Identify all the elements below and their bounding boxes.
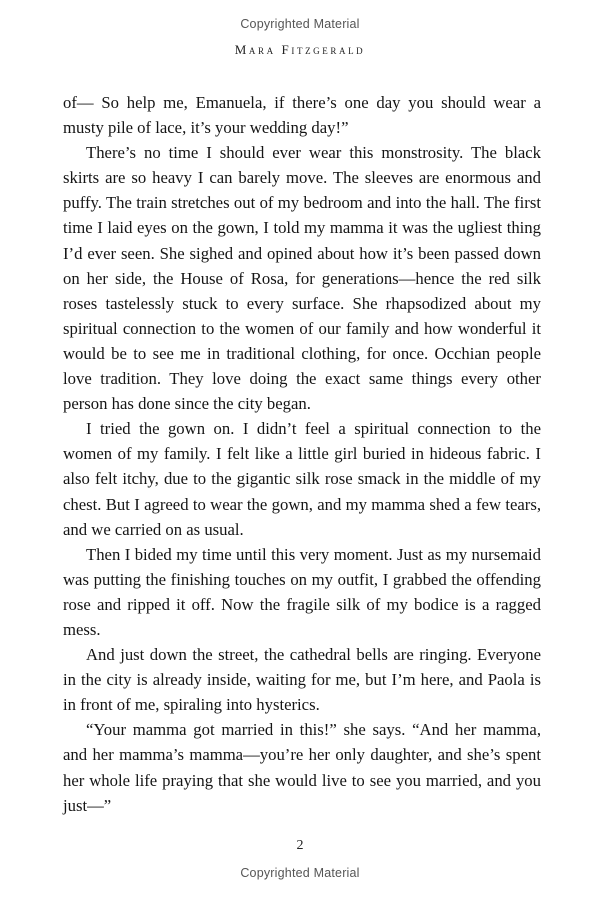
paragraph-4: Then I bided my time until this very moment. Just as my nursemaid was putting the finishing touches on my outfit, I grabbed the offending rose and ripped it off. Now the fragile silk of my bodice is a ragged mess. [63,544,541,639]
paragraph-5: And just down the street, the cathedral bells are ringing. Everyone in the city is already inside, waiting for me, but I’m here, and Paola is in front of me, spiraling into hysterics. [63,645,541,715]
copyright-watermark-bottom: Copyrighted Material [240,866,360,880]
page-number: 2 [296,838,304,853]
page-body [63,90,541,818]
running-head-author: Mara Fitzgerald [234,42,366,57]
paragraph-3: I tried the gown on. I didn’t feel a spiritual connection to the women of my family. I felt like a little girl buried in hideous fabric. I also felt itchy, due to the gigantic silk rose smack in the middle of my chest. But I agreed to wear the gown, and my mamma shed a few tears, and we carried on as usual. [63,419,541,539]
paragraph-2: There’s no time I should ever wear this monstrosity. The black skirts are so heavy I can barely move. The sleeves are enormous and puffy. The train stretches out of my bedroom and into the hall. The first time I laid eyes on the gown, I told my mamma it was the ugliest thing I’d ever seen. She sighed and opined about how it’s been passed down on her side, the House of Rosa, for generations—hence the red silk roses tastelessly stuck to every surface. She rhapsodized about my spiritual connection to the women of our family and how wonderful it would be to see me in traditional clothing, for once. Occhian people love tradition. They love doing the exact same things every other person has done since the city began. [63,143,541,414]
copyright-watermark-top: Copyrighted Material [240,17,360,31]
paragraph-6: “Your mamma got married in this!” she says. “And her mamma, and her mamma’s mamma—you’re her only daughter, and she’s spent her whole life praying that she would live to see you married, and you just—” [63,720,541,815]
paragraph-1: of— So help me, Emanuela, if there’s one day you should wear a musty pile of lace, it’s your wedding day!” [63,93,541,138]
